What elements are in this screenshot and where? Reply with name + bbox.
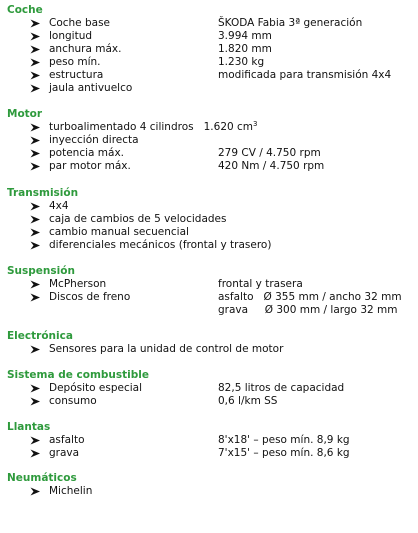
section-title-combustible: Sistema de combustible bbox=[7, 369, 150, 381]
spec-row bbox=[0, 434, 418, 447]
spec-value: 8'x18' – peso mín. 8,9 kg bbox=[218, 434, 350, 446]
spec-label: potencia máx. bbox=[49, 147, 124, 159]
spec-row bbox=[0, 17, 418, 30]
spec-row bbox=[0, 121, 418, 134]
arrow-bullet-icon bbox=[30, 56, 41, 69]
arrow-bullet-icon bbox=[30, 43, 41, 56]
spec-label: Discos de freno bbox=[49, 291, 131, 303]
spec-row bbox=[0, 291, 418, 304]
spec-label: estructura bbox=[49, 69, 104, 81]
spec-value: 1.620 cm bbox=[203, 121, 254, 133]
spec-row bbox=[0, 239, 418, 252]
spec-label: turboalimentado 4 cilindros 1.620 $cm^3$ bbox=[49, 120, 258, 133]
spec-row bbox=[0, 395, 418, 408]
spec-label: peso mín. bbox=[49, 56, 101, 68]
spec-label: anchura máx. bbox=[49, 43, 122, 55]
arrow-bullet-icon bbox=[30, 82, 41, 95]
spec-row bbox=[0, 343, 418, 356]
section-title-transmision: Transmisión bbox=[7, 187, 79, 199]
arrow-bullet-icon bbox=[30, 147, 41, 160]
arrow-bullet-icon bbox=[30, 69, 41, 82]
arrow-bullet-icon bbox=[30, 200, 41, 213]
section-title-neumaticos: Neumáticos bbox=[7, 472, 77, 484]
arrow-bullet-icon bbox=[30, 213, 41, 226]
spec-row bbox=[0, 82, 418, 95]
arrow-bullet-icon bbox=[30, 395, 41, 408]
arrow-bullet-icon bbox=[30, 343, 41, 356]
spec-row bbox=[0, 200, 418, 213]
spec-label: jaula antivuelco bbox=[49, 82, 133, 94]
spec-row bbox=[0, 226, 418, 239]
arrow-bullet-icon bbox=[30, 30, 41, 43]
spec-value: asfalto Ø 355 mm / ancho 32 mm bbox=[218, 291, 402, 303]
spec-label: Sensores para la unidad de control de motor bbox=[49, 343, 284, 355]
spec-label: Depósito especial bbox=[49, 382, 142, 394]
spec-label: par motor máx. bbox=[49, 160, 131, 172]
spec-row bbox=[0, 304, 418, 317]
spec-row bbox=[0, 56, 418, 69]
spec-label: asfalto bbox=[49, 434, 85, 446]
spec-label: cambio manual secuencial bbox=[49, 226, 189, 238]
spec-label: Michelin bbox=[49, 485, 93, 497]
spec-row bbox=[0, 30, 418, 43]
spec-value: 279 CV / 4.750 rpm bbox=[218, 147, 321, 159]
spec-value: grava Ø 300 mm / largo 32 mm bbox=[218, 304, 398, 316]
spec-row bbox=[0, 213, 418, 226]
spec-value: 82,5 litros de capacidad bbox=[218, 382, 345, 394]
spec-label: longitud bbox=[49, 30, 93, 42]
unit-superscript: 3 bbox=[253, 120, 258, 128]
spec-label: Coche base bbox=[49, 17, 111, 29]
arrow-bullet-icon bbox=[30, 382, 41, 395]
spec-label: 4x4 bbox=[49, 200, 69, 212]
spec-row bbox=[0, 134, 418, 147]
spec-value: modificada para transmisión 4x4 bbox=[218, 69, 392, 81]
spec-label: diferenciales mecánicos (frontal y trasero) bbox=[49, 239, 272, 251]
section-title-suspension: Suspensión bbox=[7, 265, 75, 277]
spec-value: 7'x15' – peso mín. 8,6 kg bbox=[218, 447, 350, 459]
spec-value: 3.994 mm bbox=[218, 30, 272, 42]
spec-label: inyección directa bbox=[49, 134, 139, 146]
spec-row bbox=[0, 69, 418, 82]
spec-row bbox=[0, 278, 418, 291]
arrow-bullet-icon bbox=[30, 278, 41, 291]
spec-value: 0,6 l/km SS bbox=[218, 395, 278, 407]
spec-value: 1.820 mm bbox=[218, 43, 272, 55]
spec-label: grava bbox=[49, 447, 80, 459]
spec-row bbox=[0, 160, 418, 173]
spec-label: caja de cambios de 5 velocidades bbox=[49, 213, 227, 225]
spec-row bbox=[0, 147, 418, 160]
spec-value: ŠKODA Fabia 3ª generación bbox=[218, 17, 363, 29]
arrow-bullet-icon bbox=[30, 485, 41, 498]
arrow-bullet-icon bbox=[30, 134, 41, 147]
spec-value: 1.230 kg bbox=[218, 56, 265, 68]
section-title-llantas: Llantas bbox=[7, 421, 51, 433]
spec-row bbox=[0, 447, 418, 460]
spec-label: McPherson bbox=[49, 278, 107, 290]
spec-row bbox=[0, 43, 418, 56]
spec-label: consumo bbox=[49, 395, 97, 407]
spec-value: 420 Nm / 4.750 rpm bbox=[218, 160, 325, 172]
section-title-electronica: Electrónica bbox=[7, 330, 73, 342]
section-title-coche: Coche bbox=[7, 4, 43, 16]
arrow-bullet-icon bbox=[30, 226, 41, 239]
arrow-bullet-icon bbox=[30, 17, 41, 30]
spec-row bbox=[0, 382, 418, 395]
arrow-bullet-icon bbox=[30, 121, 41, 134]
spec-value: frontal y trasera bbox=[218, 278, 303, 290]
arrow-bullet-icon bbox=[30, 447, 41, 460]
section-title-motor: Motor bbox=[7, 108, 43, 120]
arrow-bullet-icon bbox=[30, 239, 41, 252]
arrow-bullet-icon bbox=[30, 291, 41, 304]
arrow-bullet-icon bbox=[30, 434, 41, 447]
spec-row bbox=[0, 485, 418, 498]
arrow-bullet-icon bbox=[30, 160, 41, 173]
